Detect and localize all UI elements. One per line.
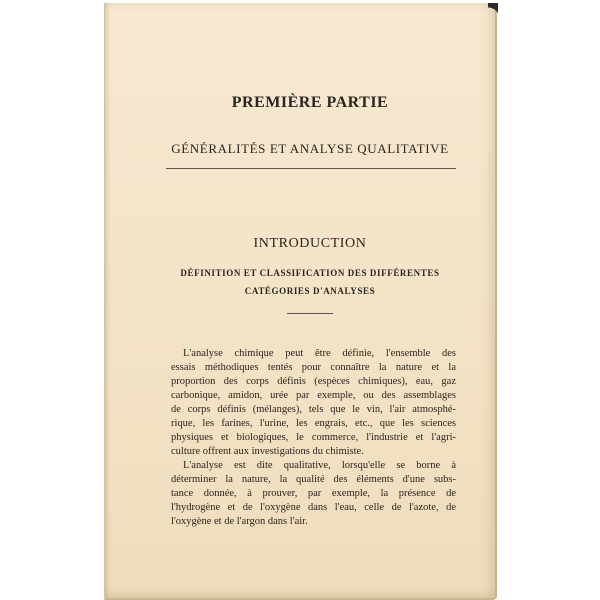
body-line-8: culture offrent aux investigations du chimiste. (171, 446, 364, 457)
body-line-3: proportion des corps définis (espèces chimiques), eau, gaz (171, 376, 456, 387)
body-line-1: L'analyse chimique peut être définie, l'ensemble des (183, 348, 456, 359)
definition-heading-line-2: CATÉGORIES D'ANALYSES (244, 286, 376, 296)
divider-rule (166, 168, 456, 169)
body-line-9: L'analyse est dite qualitative, lorsqu'elle se borne à (183, 460, 456, 471)
section-title: INTRODUCTION (253, 236, 367, 251)
short-divider-rule (287, 313, 333, 314)
definition-heading-line-1: DÉFINITION ET CLASSIFICATION DES DIFFÉRENTES (180, 268, 440, 278)
body-line-11: tance donnée, à prouver, par exemple, la présence de (171, 488, 456, 499)
body-line-5: de corps définis (mélanges), tels que le vin, l'air atmosphé- (171, 404, 456, 415)
body-line-10: déterminer la nature, la qualité des éléments d'une subs- (171, 474, 456, 485)
body-line-6: rique, les farines, l'urine, les engrais, etc., que les sciences (171, 418, 456, 429)
body-line-7: physiques et biologiques, le commerce, l'industrie et l'agri- (171, 432, 456, 443)
body-line-4: carbonique, amidon, urée par exemple, ou des assemblages (171, 390, 456, 401)
body-line-13: l'oxygène et de l'argon dans l'air. (171, 516, 308, 527)
body-line-12: l'hydrogène et de l'oxygène dans l'eau, celle de l'azote, de (171, 502, 456, 513)
part-title: PREMIÈRE PARTIE (231, 94, 389, 111)
page-gutter-shadow (104, 3, 110, 598)
page-corner (488, 3, 498, 19)
part-subtitle: GÉNÉRALITÉS ET ANALYSE QUALITATIVE (171, 141, 449, 156)
body-line-2: essais méthodiques tentés pour connaître la nature et la (171, 362, 456, 373)
